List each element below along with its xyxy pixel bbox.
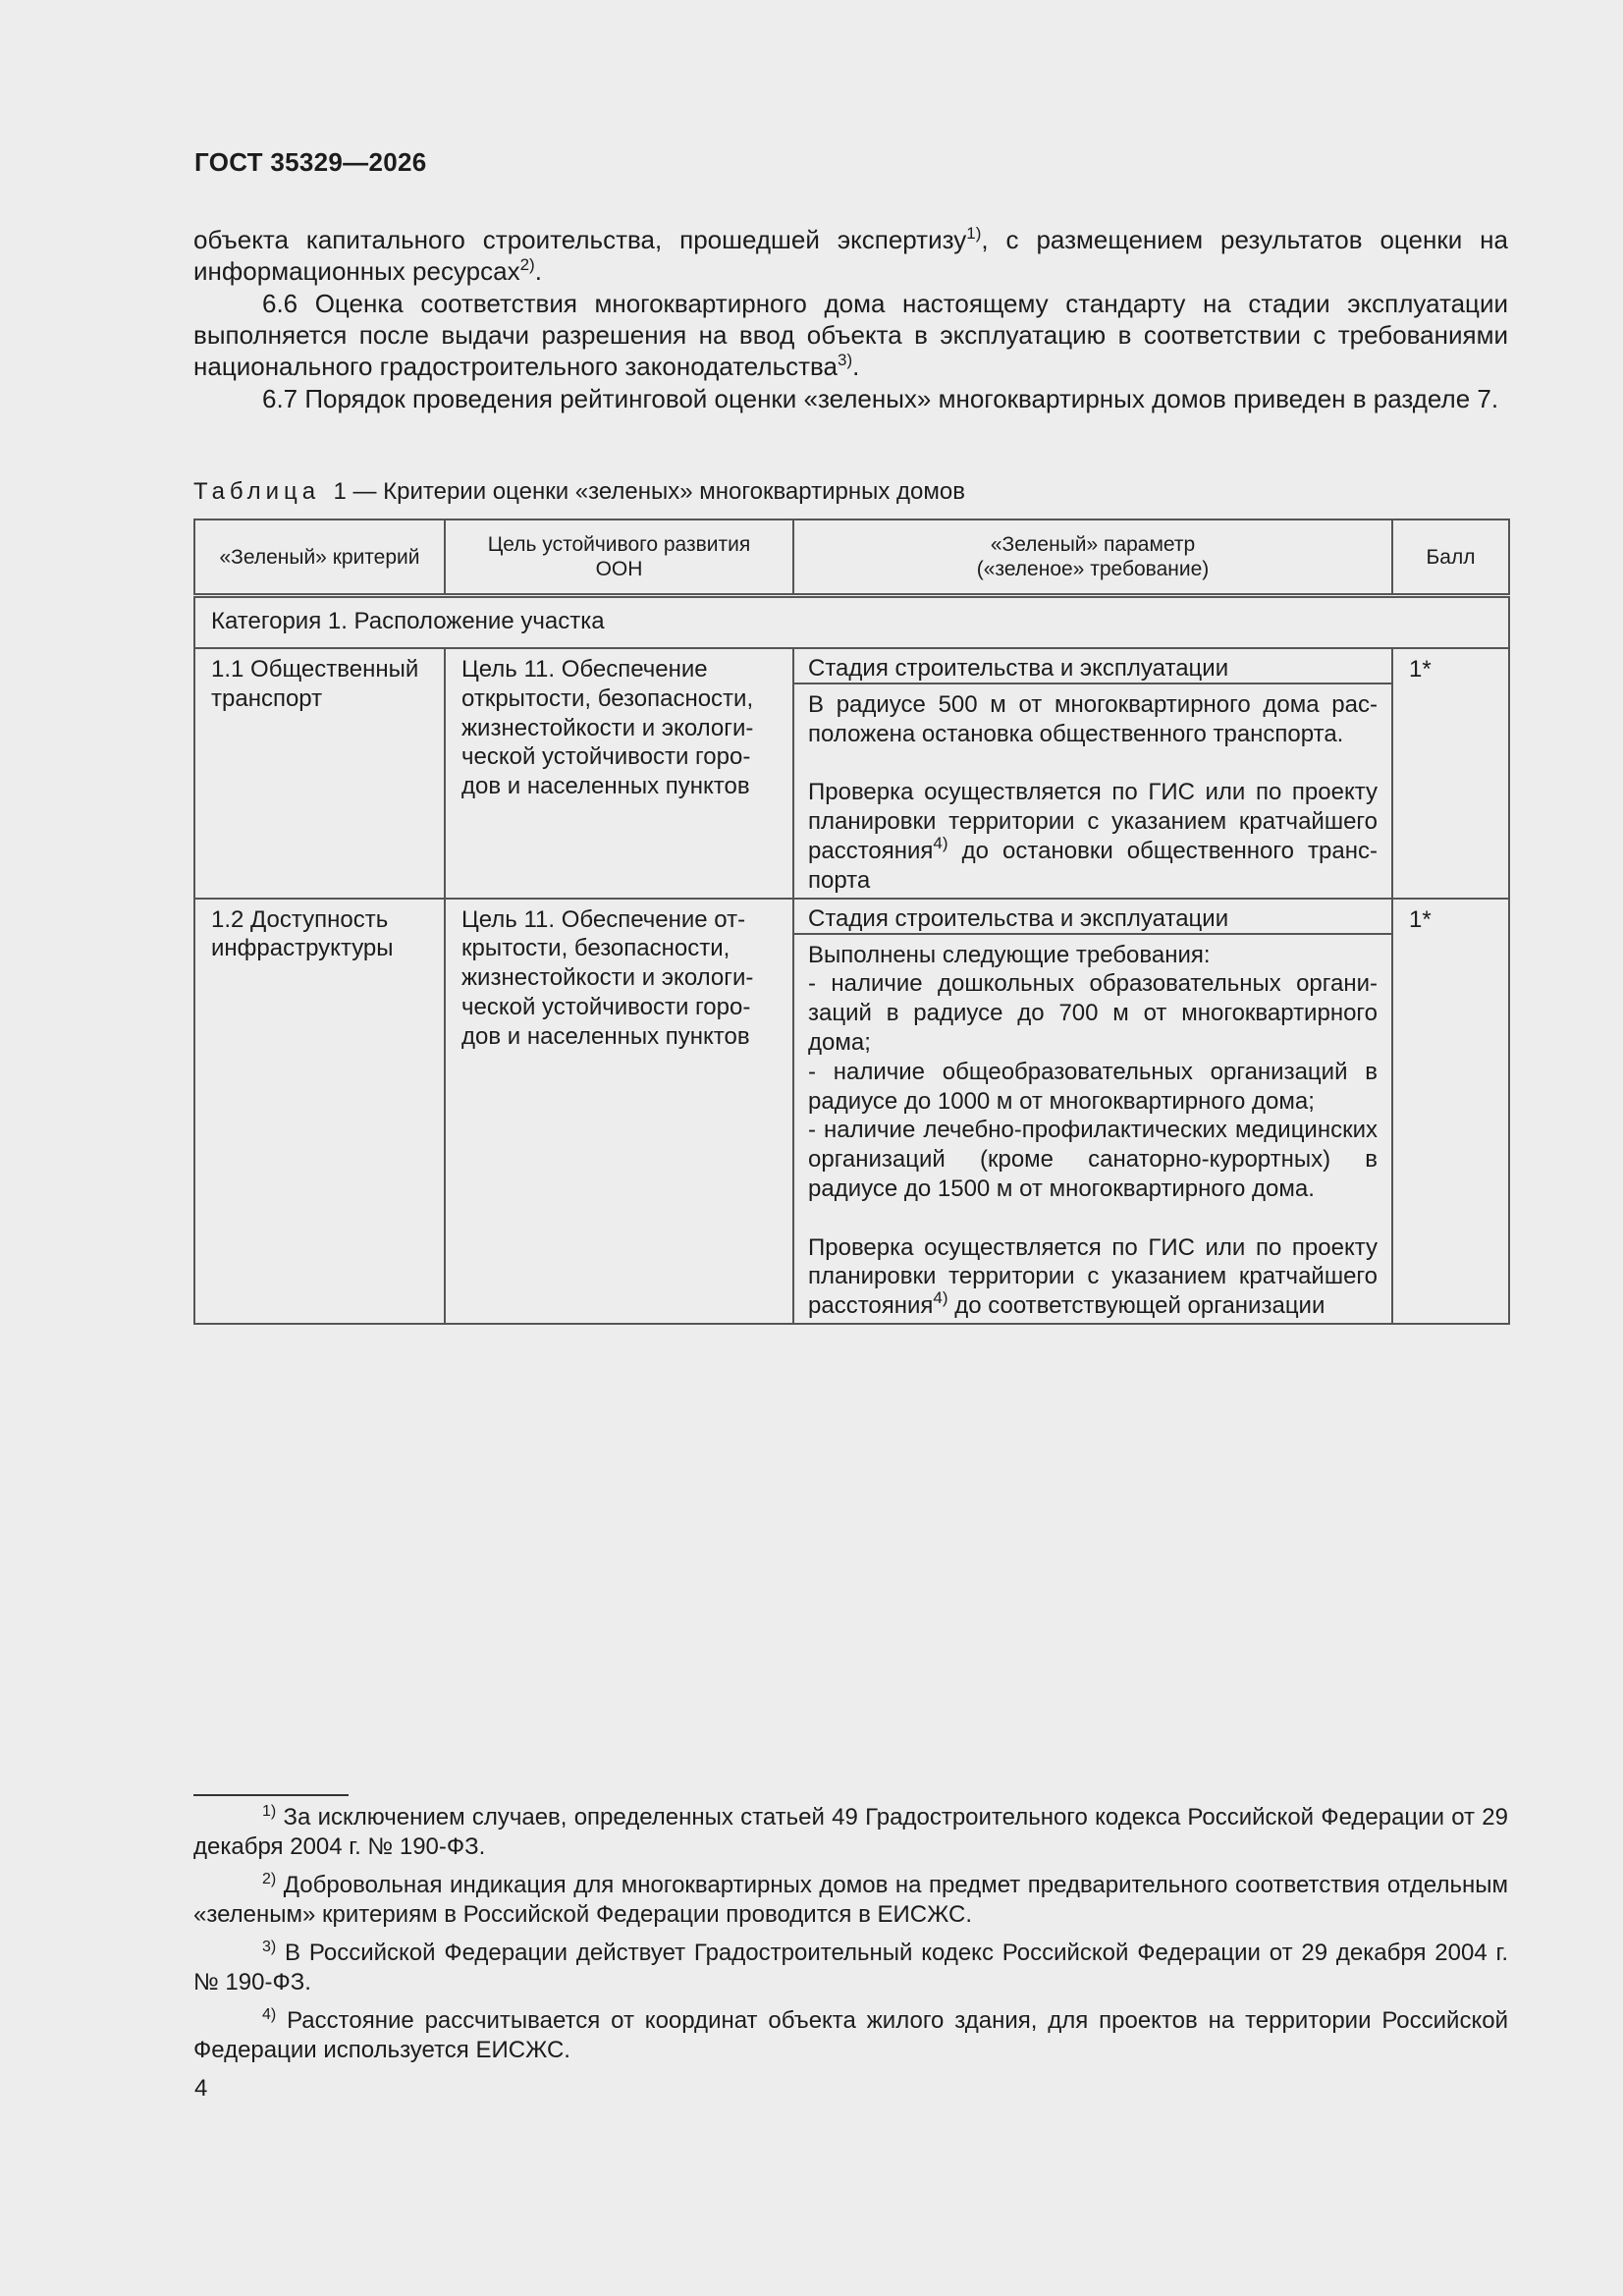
page-number: 4	[194, 2075, 208, 2102]
criterion-cell: 1.2 Доступность инфраструктуры	[194, 899, 445, 1324]
footnote-separator	[193, 1794, 349, 1796]
goal-cell: Цель 11. Обеспечение открытости, безопасности, жизнестойкости и экологической устойчивости городов и населенных пунктов	[445, 648, 793, 899]
parameter-cell	[793, 899, 1392, 1324]
footnotes	[193, 1803, 1508, 2074]
table-header-row	[194, 519, 1509, 596]
score-cell: 1*	[1392, 899, 1509, 1324]
category-title: Категория 1. Расположение участка	[194, 596, 1509, 649]
footnote-4: $^{4)}$ Расстояние рассчитывается от координат объекта жилого здания, для проектов на территории Российской Федерации используется ЕИСЖС.	[193, 2006, 1508, 2063]
footnote-ref[interactable]: 4)	[933, 833, 948, 852]
paragraph-6-6: 6.6 Оценка соответствия многоквартирного дома настоящему стандарту на стадии эксплуатации выполняется после выдачи разрешения на ввод объекта в эксплуатацию в соответствии с требованиями национального градостроительного законодательства$^{3)}$.	[193, 289, 1508, 381]
paragraph-continuation: объекта капитального строительства, прошедшей экспертизу$^{1)}$, с размещением результатов оценки на информационных ресурсах$^{2)}$.	[193, 224, 1508, 286]
score-cell: 1*	[1392, 648, 1509, 899]
table-caption-label: Таблица	[193, 478, 321, 505]
criterion-cell: 1.1 Общественный транспорт	[194, 648, 445, 899]
footnote-mark: 3)	[262, 1939, 277, 1955]
requirement-text: В радиусе 500 м от многоквартирного дома расположена остановка общественного транспорта. Проверка осуществляется по ГИС или по проекту планировки территории с указанием кратчайшего расстояния$^{4)}$ до остановки общественного транспорта	[808, 691, 1378, 894]
header-score: Балл	[1392, 519, 1509, 596]
goal-cell: Цель 11. Обеспечение открытости, безопасности, жизнестойкости и экологической устойчивости городов и населенных пунктов	[445, 899, 793, 1324]
footnote-2: $^{2)}$ Добровольная индикация для многоквартирных домов на предмет предварительного соответствия отдельным «зеленым» критериям в Российской Федерации проводится в ЕИСЖС.	[193, 1871, 1508, 1928]
category-row	[194, 596, 1509, 649]
stage-label: Стадия строительства и эксплуатации	[794, 649, 1391, 684]
table-row	[194, 648, 1509, 899]
body-text	[193, 224, 1508, 414]
requirement-text: Выполнены следующие требования: - наличие дошкольных образовательных организаций в радиусе до 700 м от многоквартирного дома; - наличие общеобразовательных организаций в радиусе до 1000 м от многоквартирного дома; - наличие лечебно-профилактических медицинских организаций (кроме санаторно-курортных) в радиусе до 1500 м от многоквартирного дома. Проверка осуществляется по ГИС или по проекту планировки территории с указанием кратчайшего расстояния$^{4)}$ до соответствующей организации	[808, 941, 1378, 1320]
table-caption	[193, 477, 965, 507]
header-criterion: «Зеленый» критерий	[194, 519, 445, 596]
table-caption-text: 1 — Критерии оценки «зеленых» многоквартирных домов	[333, 478, 965, 505]
footnote-mark: 2)	[262, 1871, 277, 1887]
criteria-table	[193, 519, 1510, 1325]
document-code: ГОСТ 35329—2026	[194, 147, 427, 177]
paragraph-6-7: 6.7 Порядок проведения рейтинговой оценки «зеленых» многоквартирных домов приведен в разделе 7.	[262, 384, 1499, 413]
header-parameter: «Зеленый» параметр («зеленое» требование)	[793, 519, 1392, 596]
footnote-ref[interactable]: 3)	[838, 351, 853, 369]
footnote-1: $^{1)}$ За исключением случаев, определенных статьей 49 Градостроительного кодекса Российской Федерации от 29 декабря 2004 г. № 190-ФЗ.	[193, 1803, 1508, 1860]
parameter-cell	[793, 648, 1392, 899]
stage-label: Стадия строительства и эксплуатации	[794, 900, 1391, 935]
footnote-mark: 4)	[262, 2006, 277, 2023]
footnote-ref[interactable]: 4)	[933, 1288, 948, 1308]
footnote-3: $^{3)}$ В Российской Федерации действует Градостроительный кодекс Российской Федерации от 29 декабря 2004 г. № 190-ФЗ.	[193, 1939, 1508, 1995]
footnote-mark: 1)	[262, 1803, 277, 1820]
table-row	[194, 899, 1509, 1324]
footnote-ref[interactable]: 2)	[519, 255, 535, 274]
footnote-ref[interactable]: 1)	[966, 224, 982, 243]
header-goal: Цель устойчивого развития ООН	[445, 519, 793, 596]
